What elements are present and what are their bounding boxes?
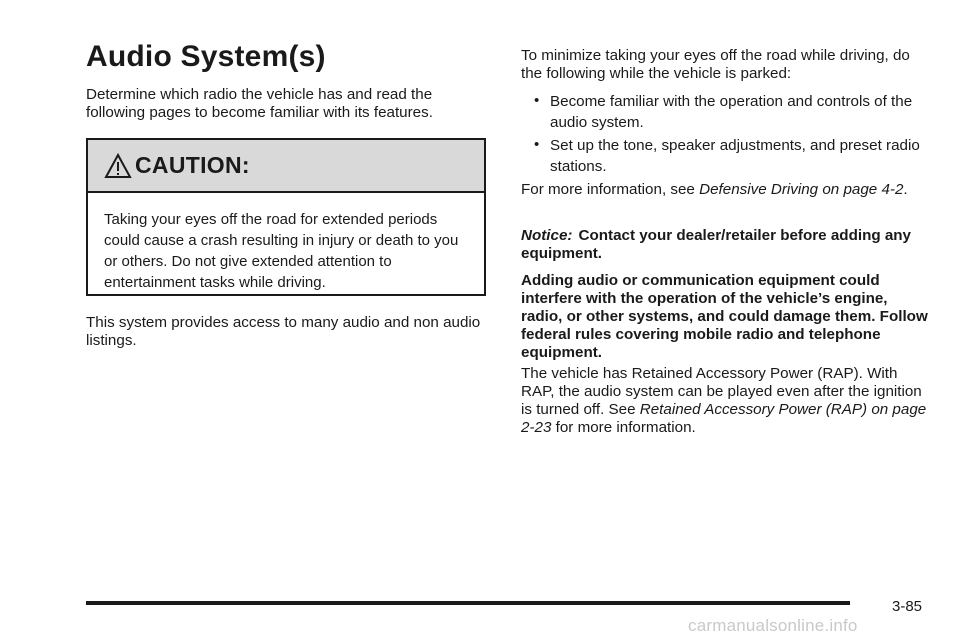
equipment-warning-paragraph: Adding audio or communication equipment could interfere with the operation of the vehicle’s engine, radio, or other systems, and could damage them. Follow federal rules covering mobile radio and telephone equipment. bbox=[521, 272, 928, 361]
rap-link[interactable]: Retained Accessory Power (RAP) on page 2-23 bbox=[521, 401, 927, 436]
notice-text: Contact your dealer/retailer before adding any equipment. bbox=[521, 227, 912, 262]
system-description: This system provides access to many audio and non audio listings. bbox=[86, 314, 481, 349]
notice-label: Notice: bbox=[521, 227, 573, 244]
list-item-text: Become familiar with the operation and controls of the audio system. bbox=[550, 93, 913, 131]
more-info-suffix: . bbox=[903, 181, 908, 198]
caution-triangle-icon bbox=[104, 153, 132, 179]
caution-box bbox=[86, 138, 486, 296]
intro-paragraph: Determine which radio the vehicle has and read the following pages to become familiar with its features. bbox=[86, 86, 433, 121]
caution-header bbox=[88, 140, 484, 193]
page-title: Audio System(s) bbox=[86, 40, 326, 73]
bullet-icon: • bbox=[534, 136, 540, 153]
bullet-icon: • bbox=[534, 92, 540, 109]
rap-prefix: The vehicle has Retained Accessory Power (RAP). With RAP, the audio system can be played even after the ignition is turned off. See bbox=[521, 365, 922, 418]
list-item bbox=[521, 135, 931, 177]
footer-rule bbox=[86, 601, 850, 605]
more-info-prefix: For more information, see bbox=[521, 181, 700, 198]
page-number: 3-85 bbox=[892, 598, 923, 615]
defensive-driving-link[interactable]: Defensive Driving on page 4-2 bbox=[699, 181, 904, 198]
notice-paragraph bbox=[521, 227, 931, 263]
watermark: carmanualsonline.info bbox=[688, 616, 858, 635]
minimize-distraction-paragraph: To minimize taking your eyes off the road while driving, do the following while the vehicle is parked: bbox=[521, 47, 910, 82]
rap-paragraph bbox=[521, 365, 931, 437]
rap-suffix: for more information. bbox=[551, 419, 696, 436]
list-item bbox=[521, 91, 931, 133]
list-item-text: Set up the tone, speaker adjustments, and preset radio stations. bbox=[550, 137, 920, 175]
caution-title: CAUTION: bbox=[135, 152, 250, 178]
caution-text: Taking your eyes off the road for extended periods could cause a crash resulting in injury or death to you or others. Do not give extended attention to entertainment tasks while driving. bbox=[104, 211, 459, 291]
more-info-paragraph bbox=[521, 181, 931, 199]
